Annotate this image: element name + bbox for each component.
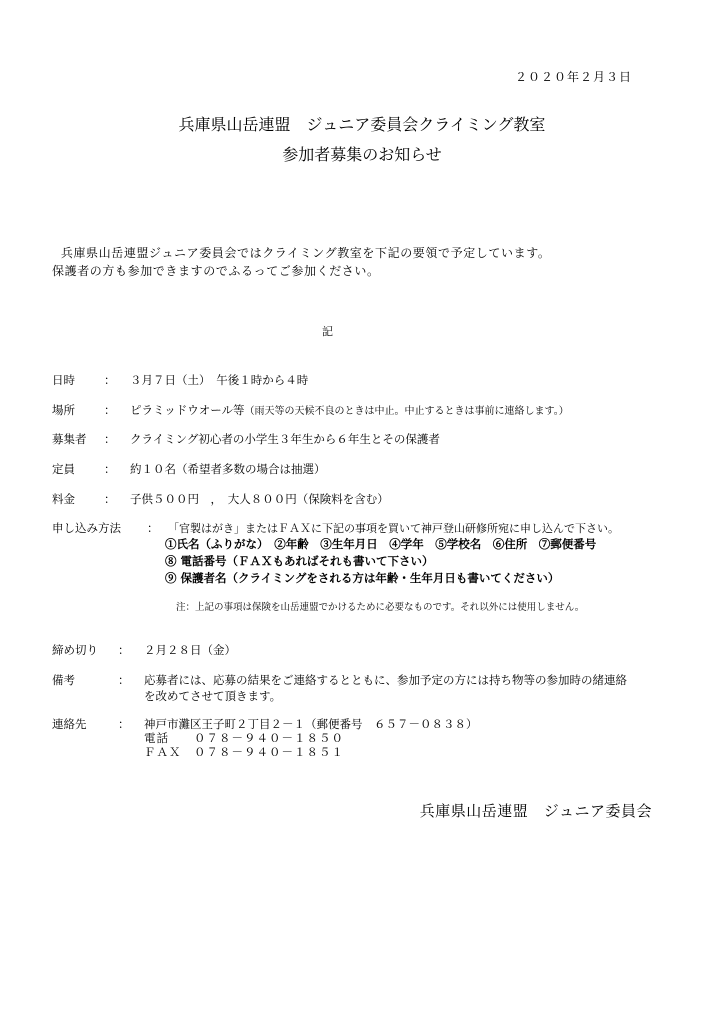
intro-line-2: 保護者の方も参加できますのでふるってご参加ください。 — [52, 264, 380, 278]
row-target — [52, 431, 672, 447]
row-target-colon: ： — [104, 432, 116, 446]
row-contact — [52, 716, 672, 766]
apply-note: 注：上記の事項は保険を山岳連盟でかけるために必要なものです。それ以外には使用しません。 — [176, 602, 585, 613]
row-datetime — [52, 372, 672, 388]
row-fee-value: 子供５００円 ， 大人８００円（保険料を含む） — [130, 492, 389, 506]
row-remarks-line-1: 応募者には、応募の結果をご連絡するとともに、参加予定の方には持ち物等の参加時の緒連絡 — [144, 673, 627, 687]
row-place-label: 場所 — [52, 403, 75, 417]
row-datetime-value: ３月７日（土） 午後１時から４時 — [130, 373, 309, 387]
row-apply — [52, 520, 692, 536]
row-contact-label: 連絡先 — [52, 717, 87, 731]
intro-line-1: 兵庫県山岳連盟ジュニア委員会ではクライミング教室を下記の要領で予定しています。 — [60, 246, 551, 260]
ki-heading: 記 — [322, 325, 333, 338]
row-deadline-value: ２月２８日（金） — [144, 643, 236, 657]
row-deadline — [52, 642, 672, 658]
row-datetime-colon: ： — [104, 373, 116, 387]
row-place-note: （雨天等の天候不良のときは中止。中止するときは事前に連絡します。） — [244, 406, 569, 417]
organization-signature: 兵庫県山岳連盟 ジュニア委員会 — [419, 802, 652, 820]
row-remarks — [52, 672, 692, 706]
row-place-colon: ： — [104, 403, 116, 417]
contact-tel: 電話 ０７８－９４０－１８５０ — [144, 731, 344, 745]
row-target-label: 募集者 — [52, 432, 87, 446]
apply-items-line-3: ⑨ 保護者名（クライミングをされる方は年齢・生年月日も書いてください） — [165, 571, 560, 585]
contact-fax: ＦＡＸ ０７８－９４０－１８５１ — [144, 745, 344, 759]
document-date: ２０２０年２月３日 — [514, 70, 632, 84]
row-capacity-label: 定員 — [52, 462, 75, 476]
row-fee-colon: ： — [104, 492, 116, 506]
row-remarks-colon: ： — [118, 673, 130, 687]
row-remarks-line-2: を改めてさせて頂きます。 — [144, 689, 282, 703]
row-fee — [52, 491, 672, 507]
row-capacity-value: 約１０名（希望者多数の場合は抽選） — [130, 462, 326, 476]
row-deadline-label: 締め切り — [52, 643, 98, 657]
row-remarks-label: 備考 — [52, 673, 75, 687]
title-line-1: 兵庫県山岳連盟 ジュニア委員会クライミング教室 — [178, 115, 546, 134]
row-apply-colon: ： — [147, 521, 159, 535]
contact-address: 神戸市灘区王子町２丁目２－１（郵便番号 ６５７－０８３８） — [144, 717, 478, 731]
row-place — [52, 402, 672, 418]
intro-paragraph — [52, 244, 672, 280]
row-deadline-colon: ： — [118, 643, 130, 657]
row-capacity-colon: ： — [104, 462, 116, 476]
apply-items-line-1: ①氏名（ふりがな） ②年齢 ③生年月日 ④学年 ⑤学校名 ⑥住所 ⑦郵便番号 — [165, 537, 597, 551]
row-contact-colon: ： — [118, 717, 130, 731]
row-apply-value: 「官製はがき」またはＦＡＸに下記の事項を買いて神戸登山研修所宛に申し込んで下さい。 — [168, 522, 619, 535]
row-fee-label: 料金 — [52, 492, 75, 506]
row-capacity — [52, 461, 672, 477]
apply-items-line-2: ⑧ 電話番号（ＦＡＸもあればそれも書いて下さい） — [165, 554, 434, 568]
title-line-2: 参加者募集のお知らせ — [282, 145, 442, 164]
row-place-value: ピラミッドウオール等（雨天等の天候不良のときは中止。中止するときは事前に連絡します。） — [130, 403, 569, 417]
row-target-value: クライミング初心者の小学生３年生から６年生とその保護者 — [130, 432, 440, 446]
row-apply-label: 申し込み方法 — [52, 521, 121, 535]
row-datetime-label: 日時 — [52, 373, 75, 387]
